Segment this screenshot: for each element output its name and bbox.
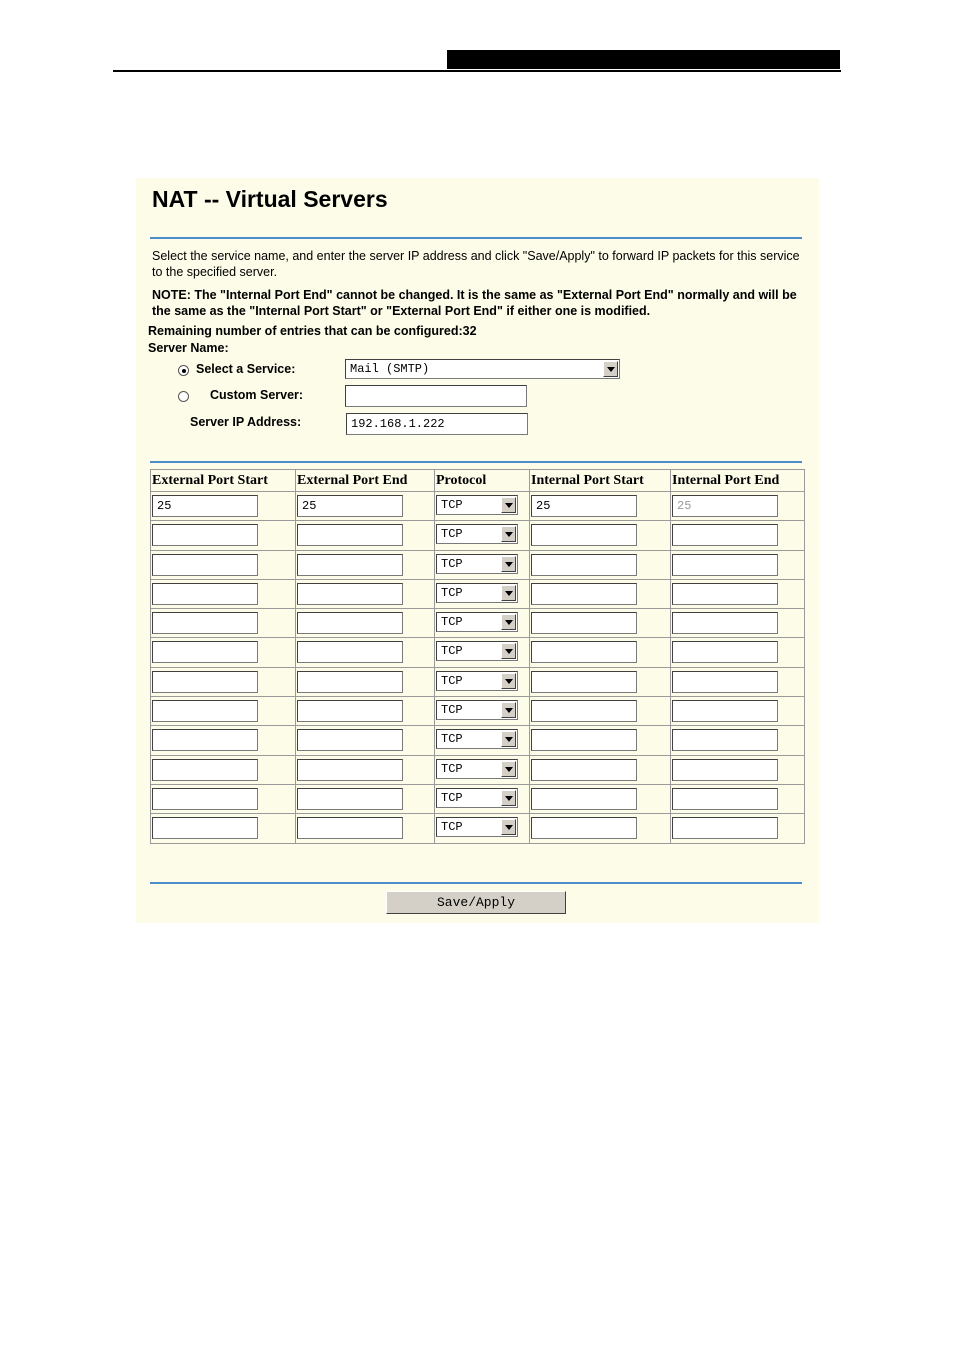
table-cell <box>151 814 296 843</box>
table-cell <box>671 755 805 784</box>
chevron-down-icon[interactable] <box>501 497 516 513</box>
internal-port-start-input[interactable] <box>531 554 637 576</box>
table-cell <box>435 521 530 550</box>
chevron-down-icon[interactable] <box>501 790 516 806</box>
note-text: NOTE: The "Internal Port End" cannot be changed. It is the same as "External Port End" normally and will be the same as the "Internal Port Start" or "External Port End" if either one is modified. <box>152 288 797 318</box>
internal-port-start-input[interactable] <box>531 583 637 605</box>
external-port-end-input[interactable] <box>297 729 403 751</box>
internal-port-end-input[interactable] <box>672 759 778 781</box>
internal-port-start-input[interactable] <box>531 759 637 781</box>
protocol-select[interactable] <box>436 495 518 515</box>
internal-port-end-input[interactable] <box>672 817 778 839</box>
table-row <box>151 814 805 843</box>
internal-port-start-input[interactable] <box>531 788 637 810</box>
custom-server-input[interactable] <box>345 385 527 407</box>
external-port-start-input[interactable] <box>152 759 258 781</box>
table-cell <box>671 667 805 696</box>
protocol-select[interactable] <box>436 759 518 779</box>
chevron-down-icon[interactable] <box>501 731 516 747</box>
table-cell <box>151 726 296 755</box>
table-cell <box>296 609 435 638</box>
header-protocol: Protocol <box>435 470 530 492</box>
protocol-select-value: TCP <box>441 790 463 805</box>
table-cell <box>151 697 296 726</box>
internal-port-start-input[interactable] <box>531 817 637 839</box>
protocol-select[interactable] <box>436 524 518 544</box>
external-port-end-input[interactable] <box>297 524 403 546</box>
table-cell <box>296 726 435 755</box>
chevron-down-icon[interactable] <box>501 526 516 542</box>
save-apply-button[interactable]: Save/Apply <box>386 891 566 914</box>
table-row <box>151 579 805 608</box>
table-cell <box>296 697 435 726</box>
chevron-down-icon[interactable] <box>501 614 516 630</box>
chevron-down-icon[interactable] <box>603 361 618 377</box>
table-cell <box>435 492 530 521</box>
external-port-start-input[interactable]: 25 <box>152 495 258 517</box>
internal-port-start-input[interactable] <box>531 700 637 722</box>
table-cell <box>151 784 296 813</box>
chevron-down-icon[interactable] <box>501 761 516 777</box>
internal-port-end-input[interactable] <box>672 583 778 605</box>
table-cell <box>435 755 530 784</box>
table-cell <box>530 579 671 608</box>
external-port-end-input[interactable]: 25 <box>297 495 403 517</box>
protocol-select[interactable] <box>436 671 518 691</box>
table-cell <box>435 784 530 813</box>
internal-port-end-input[interactable] <box>672 671 778 693</box>
server-ip-input[interactable]: 192.168.1.222 <box>346 413 528 435</box>
table-cell <box>435 814 530 843</box>
protocol-select[interactable] <box>436 729 518 749</box>
protocol-select[interactable] <box>436 817 518 837</box>
table-cell <box>530 550 671 579</box>
server-ip-label: Server IP Address: <box>190 415 302 429</box>
table-cell <box>435 550 530 579</box>
table-cell <box>296 550 435 579</box>
internal-port-start-input[interactable] <box>531 671 637 693</box>
table-cell <box>435 609 530 638</box>
table-cell <box>671 784 805 813</box>
table-cell <box>151 667 296 696</box>
table-header-row <box>151 470 805 492</box>
external-port-start-input[interactable] <box>152 729 258 751</box>
internal-port-start-input[interactable] <box>531 729 637 751</box>
table-row <box>151 667 805 696</box>
table-cell <box>671 521 805 550</box>
protocol-select[interactable] <box>436 554 518 574</box>
table-cell <box>296 814 435 843</box>
protocol-select-value: TCP <box>441 703 463 718</box>
service-select[interactable] <box>345 359 620 379</box>
table-cell <box>435 667 530 696</box>
internal-port-end-input[interactable] <box>672 554 778 576</box>
table-cell <box>151 755 296 784</box>
table-cell <box>530 814 671 843</box>
table-cell <box>435 726 530 755</box>
internal-port-end-input[interactable] <box>672 641 778 663</box>
table-row <box>151 726 805 755</box>
table-row <box>151 609 805 638</box>
external-port-end-input[interactable] <box>297 554 403 576</box>
chevron-down-icon[interactable] <box>501 643 516 659</box>
table-cell <box>530 521 671 550</box>
server-name-label: Server Name: <box>148 341 229 355</box>
table-divider <box>150 461 802 463</box>
table-cell <box>151 492 296 521</box>
external-port-start-input[interactable] <box>152 700 258 722</box>
external-port-start-input[interactable] <box>152 612 258 634</box>
table-row <box>151 521 805 550</box>
chevron-down-icon[interactable] <box>501 702 516 718</box>
table-cell <box>151 638 296 667</box>
table-cell <box>671 550 805 579</box>
internal-port-end-input[interactable] <box>672 524 778 546</box>
table-cell <box>296 492 435 521</box>
table-row <box>151 550 805 579</box>
table-cell <box>151 521 296 550</box>
external-port-start-input[interactable] <box>152 671 258 693</box>
select-service-radio[interactable] <box>178 365 189 376</box>
protocol-select-value: TCP <box>441 585 463 600</box>
protocol-select[interactable] <box>436 612 518 632</box>
chevron-down-icon[interactable] <box>501 819 516 835</box>
protocol-select[interactable] <box>436 641 518 661</box>
protocol-select-value: TCP <box>441 644 463 659</box>
internal-port-end-input[interactable]: 25 <box>672 495 778 517</box>
external-port-end-input[interactable] <box>297 788 403 810</box>
table-cell <box>435 638 530 667</box>
custom-server-radio[interactable] <box>178 391 189 402</box>
table-cell <box>296 579 435 608</box>
nat-panel <box>136 178 819 923</box>
table-cell <box>296 638 435 667</box>
header-internal-port-start: Internal Port Start <box>530 470 671 492</box>
external-port-end-input[interactable] <box>297 612 403 634</box>
table-cell <box>530 638 671 667</box>
table-row <box>151 638 805 667</box>
table-cell <box>296 784 435 813</box>
internal-port-start-input[interactable] <box>531 524 637 546</box>
top-divider <box>150 237 802 239</box>
external-port-start-input[interactable] <box>152 583 258 605</box>
external-port-start-input[interactable] <box>152 641 258 663</box>
external-port-start-input[interactable] <box>152 524 258 546</box>
table-cell <box>671 638 805 667</box>
protocol-select-value: TCP <box>441 615 463 630</box>
internal-port-end-input[interactable] <box>672 612 778 634</box>
table-cell <box>671 579 805 608</box>
select-service-label: Select a Service: <box>196 362 296 376</box>
protocol-select-value: TCP <box>441 498 463 512</box>
table-cell <box>151 609 296 638</box>
external-port-end-input[interactable] <box>297 583 403 605</box>
table-cell <box>530 726 671 755</box>
internal-port-start-input[interactable] <box>531 612 637 634</box>
table-cell <box>671 492 805 521</box>
header-bar <box>447 50 840 69</box>
table-cell <box>296 755 435 784</box>
internal-port-start-input[interactable] <box>531 641 637 663</box>
external-port-end-input[interactable] <box>297 759 403 781</box>
internal-port-end-input[interactable] <box>672 729 778 751</box>
table-cell <box>296 667 435 696</box>
chevron-down-icon[interactable] <box>501 556 516 572</box>
table-cell <box>530 492 671 521</box>
external-port-start-input[interactable] <box>152 788 258 810</box>
external-port-start-input[interactable] <box>152 554 258 576</box>
table-cell <box>530 609 671 638</box>
external-port-end-input[interactable] <box>297 817 403 839</box>
port-table <box>150 469 805 844</box>
internal-port-end-input[interactable] <box>672 700 778 722</box>
protocol-select-value: TCP <box>441 556 463 571</box>
table-row <box>151 697 805 726</box>
bottom-divider <box>150 882 802 884</box>
service-select-value: Mail (SMTP) <box>350 362 430 376</box>
table-row <box>151 784 805 813</box>
protocol-select-value: TCP <box>441 673 463 688</box>
table-cell <box>435 579 530 608</box>
external-port-end-input[interactable] <box>297 671 403 693</box>
description-text: Select the service name, and enter the server IP address and click "Save/Apply" to forward IP packets for this service to the specified server. <box>152 249 800 279</box>
table-cell <box>151 550 296 579</box>
protocol-select-value: TCP <box>441 527 463 542</box>
internal-port-end-input[interactable] <box>672 788 778 810</box>
table-cell <box>435 697 530 726</box>
header-external-port-end: External Port End <box>296 470 435 492</box>
table-cell <box>296 521 435 550</box>
table-row <box>151 755 805 784</box>
chevron-down-icon[interactable] <box>501 585 516 601</box>
internal-port-start-input[interactable]: 25 <box>531 495 637 517</box>
chevron-down-icon[interactable] <box>501 673 516 689</box>
protocol-select-value: TCP <box>441 761 463 776</box>
protocol-select[interactable] <box>436 788 518 808</box>
table-cell <box>530 755 671 784</box>
protocol-select-value: TCP <box>441 820 463 835</box>
table-cell <box>530 667 671 696</box>
remaining-entries: Remaining number of entries that can be configured:32 <box>148 324 477 338</box>
protocol-select[interactable] <box>436 583 518 603</box>
table-cell <box>671 726 805 755</box>
table-cell <box>151 579 296 608</box>
table-cell <box>530 697 671 726</box>
table-row <box>151 492 805 521</box>
table-cell <box>530 784 671 813</box>
protocol-select[interactable] <box>436 700 518 720</box>
table-cell <box>671 697 805 726</box>
custom-server-label: Custom Server: <box>210 388 304 402</box>
external-port-end-input[interactable] <box>297 641 403 663</box>
table-cell <box>671 609 805 638</box>
external-port-start-input[interactable] <box>152 817 258 839</box>
page-title: NAT -- Virtual Servers <box>152 186 388 212</box>
table-cell <box>671 814 805 843</box>
header-external-port-start: External Port Start <box>151 470 296 492</box>
header-rule <box>113 70 841 72</box>
external-port-end-input[interactable] <box>297 700 403 722</box>
header-internal-port-end: Internal Port End <box>671 470 805 492</box>
protocol-select-value: TCP <box>441 732 463 747</box>
